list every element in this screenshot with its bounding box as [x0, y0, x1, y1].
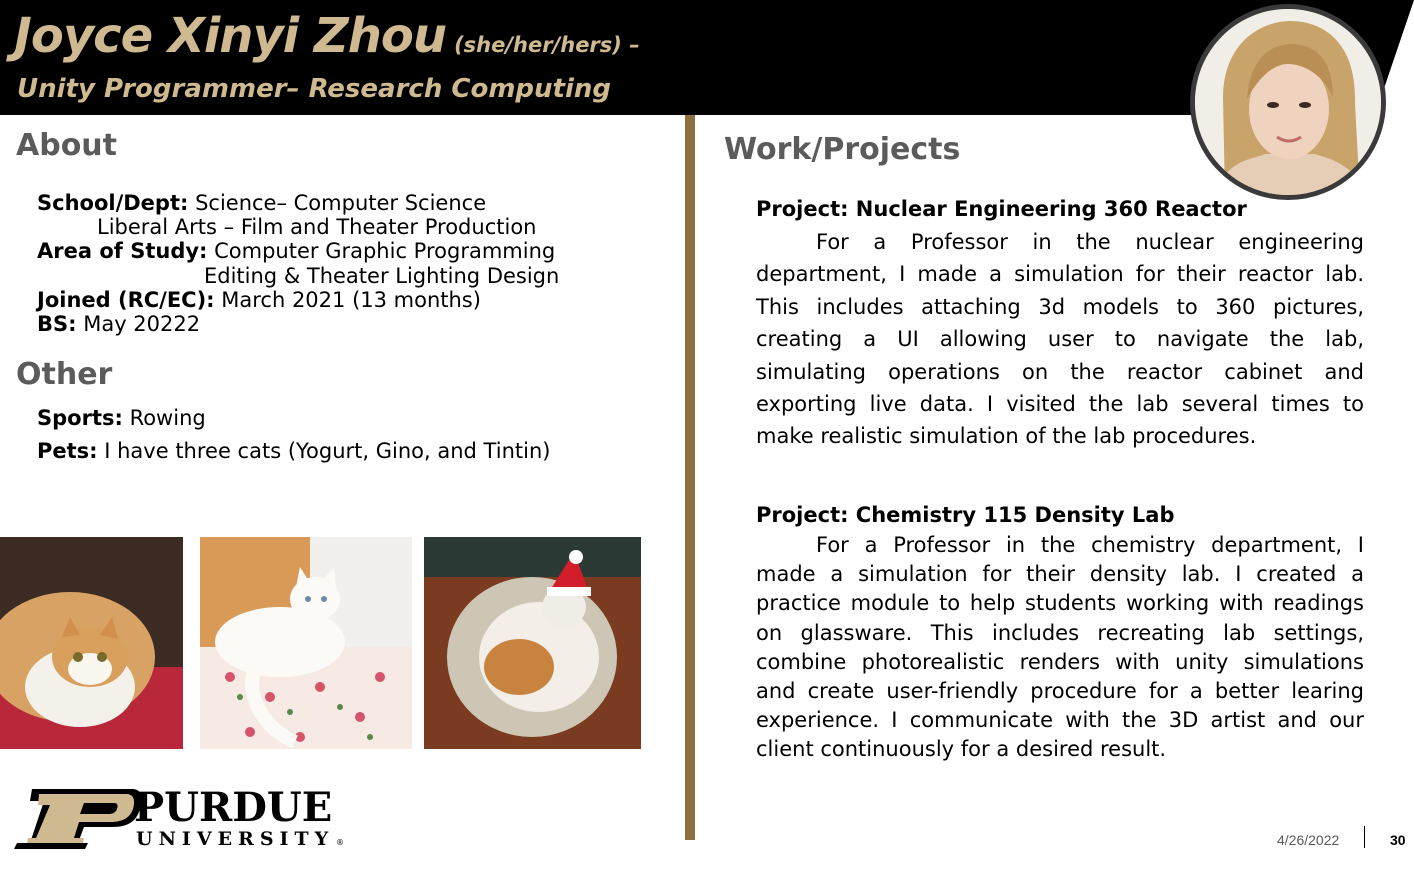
area-of-study-row [37, 239, 555, 263]
footer-separator [1364, 826, 1365, 848]
portrait-photo [1190, 4, 1386, 200]
project-2-title: Project: Chemistry 115 Density Lab [756, 503, 1175, 527]
cat-photo-3 [424, 537, 641, 749]
joined-value: March 2021 (13 months) [214, 288, 481, 312]
project-1-title: Project: Nuclear Engineering 360 Reactor [756, 197, 1247, 221]
bs-row [37, 312, 200, 336]
area-of-study-value-2: Editing & Theater Lighting Design [204, 264, 560, 288]
school-dept-row [37, 191, 486, 215]
school-dept-value-2: Liberal Arts – Film and Theater Production [97, 215, 537, 239]
sports-row [37, 406, 206, 430]
portrait-image [1195, 9, 1381, 195]
slide-date: 4/26/2022 [1277, 832, 1340, 848]
purdue-logo [14, 785, 354, 851]
bs-label: BS: [37, 312, 77, 336]
cat-photo-1 [0, 537, 183, 749]
about-heading: About [16, 128, 118, 163]
sports-label: Sports: [37, 406, 123, 430]
area-of-study-value: Computer Graphic Programming [207, 239, 556, 263]
school-dept-value: Science– Computer Science [188, 191, 487, 215]
joined-label: Joined (RC/EC): [37, 288, 215, 312]
area-of-study-label: Area of Study: [37, 239, 208, 263]
title-line [14, 8, 640, 64]
person-name: Joyce Xinyi Zhou [14, 8, 447, 64]
project-1-description: For a Professor in the nuclear engineering department, I made a simulation for their reactor lab. This includes attaching 3d models to 360 pictures, creating a UI allowing user to navigate the lab, simulating operations on the reactor cabinet and exporting live data. I visited the lab several times to make realistic simulation of the lab procedures. [756, 230, 1364, 449]
pets-value: I have three cats (Yogurt, Gino, and Tintin) [97, 439, 551, 463]
purdue-wordmark: PURDUE [134, 785, 333, 831]
school-dept-label: School/Dept: [37, 191, 189, 215]
university-wordmark: UNIVERSITY [136, 828, 335, 850]
project-2-description: For a Professor in the chemistry department, I made a simulation for their density lab. I created a practice module to help students working with readings on glassware. This includes recreating lab settings, combine photorealistic renders with unity simulations and create user-friendly procedure for a better learing experience. I communicate with the 3D artist and our client continuously for a desired result. [756, 533, 1364, 762]
pets-label: Pets: [37, 439, 98, 463]
pets-row [37, 439, 550, 463]
joined-row [37, 288, 481, 312]
slide-number: 30 [1390, 832, 1406, 848]
column-divider [685, 115, 695, 840]
cat-photo-2 [200, 537, 412, 749]
other-heading: Other [16, 357, 113, 392]
pronouns: (she/her/hers) – [454, 33, 640, 57]
sports-value: Rowing [122, 406, 206, 430]
bs-value: May 20222 [76, 312, 201, 336]
svg-text:®: ® [336, 838, 344, 847]
job-role: Unity Programmer– Research Computing [17, 74, 612, 104]
work-projects-heading: Work/Projects [724, 132, 961, 167]
